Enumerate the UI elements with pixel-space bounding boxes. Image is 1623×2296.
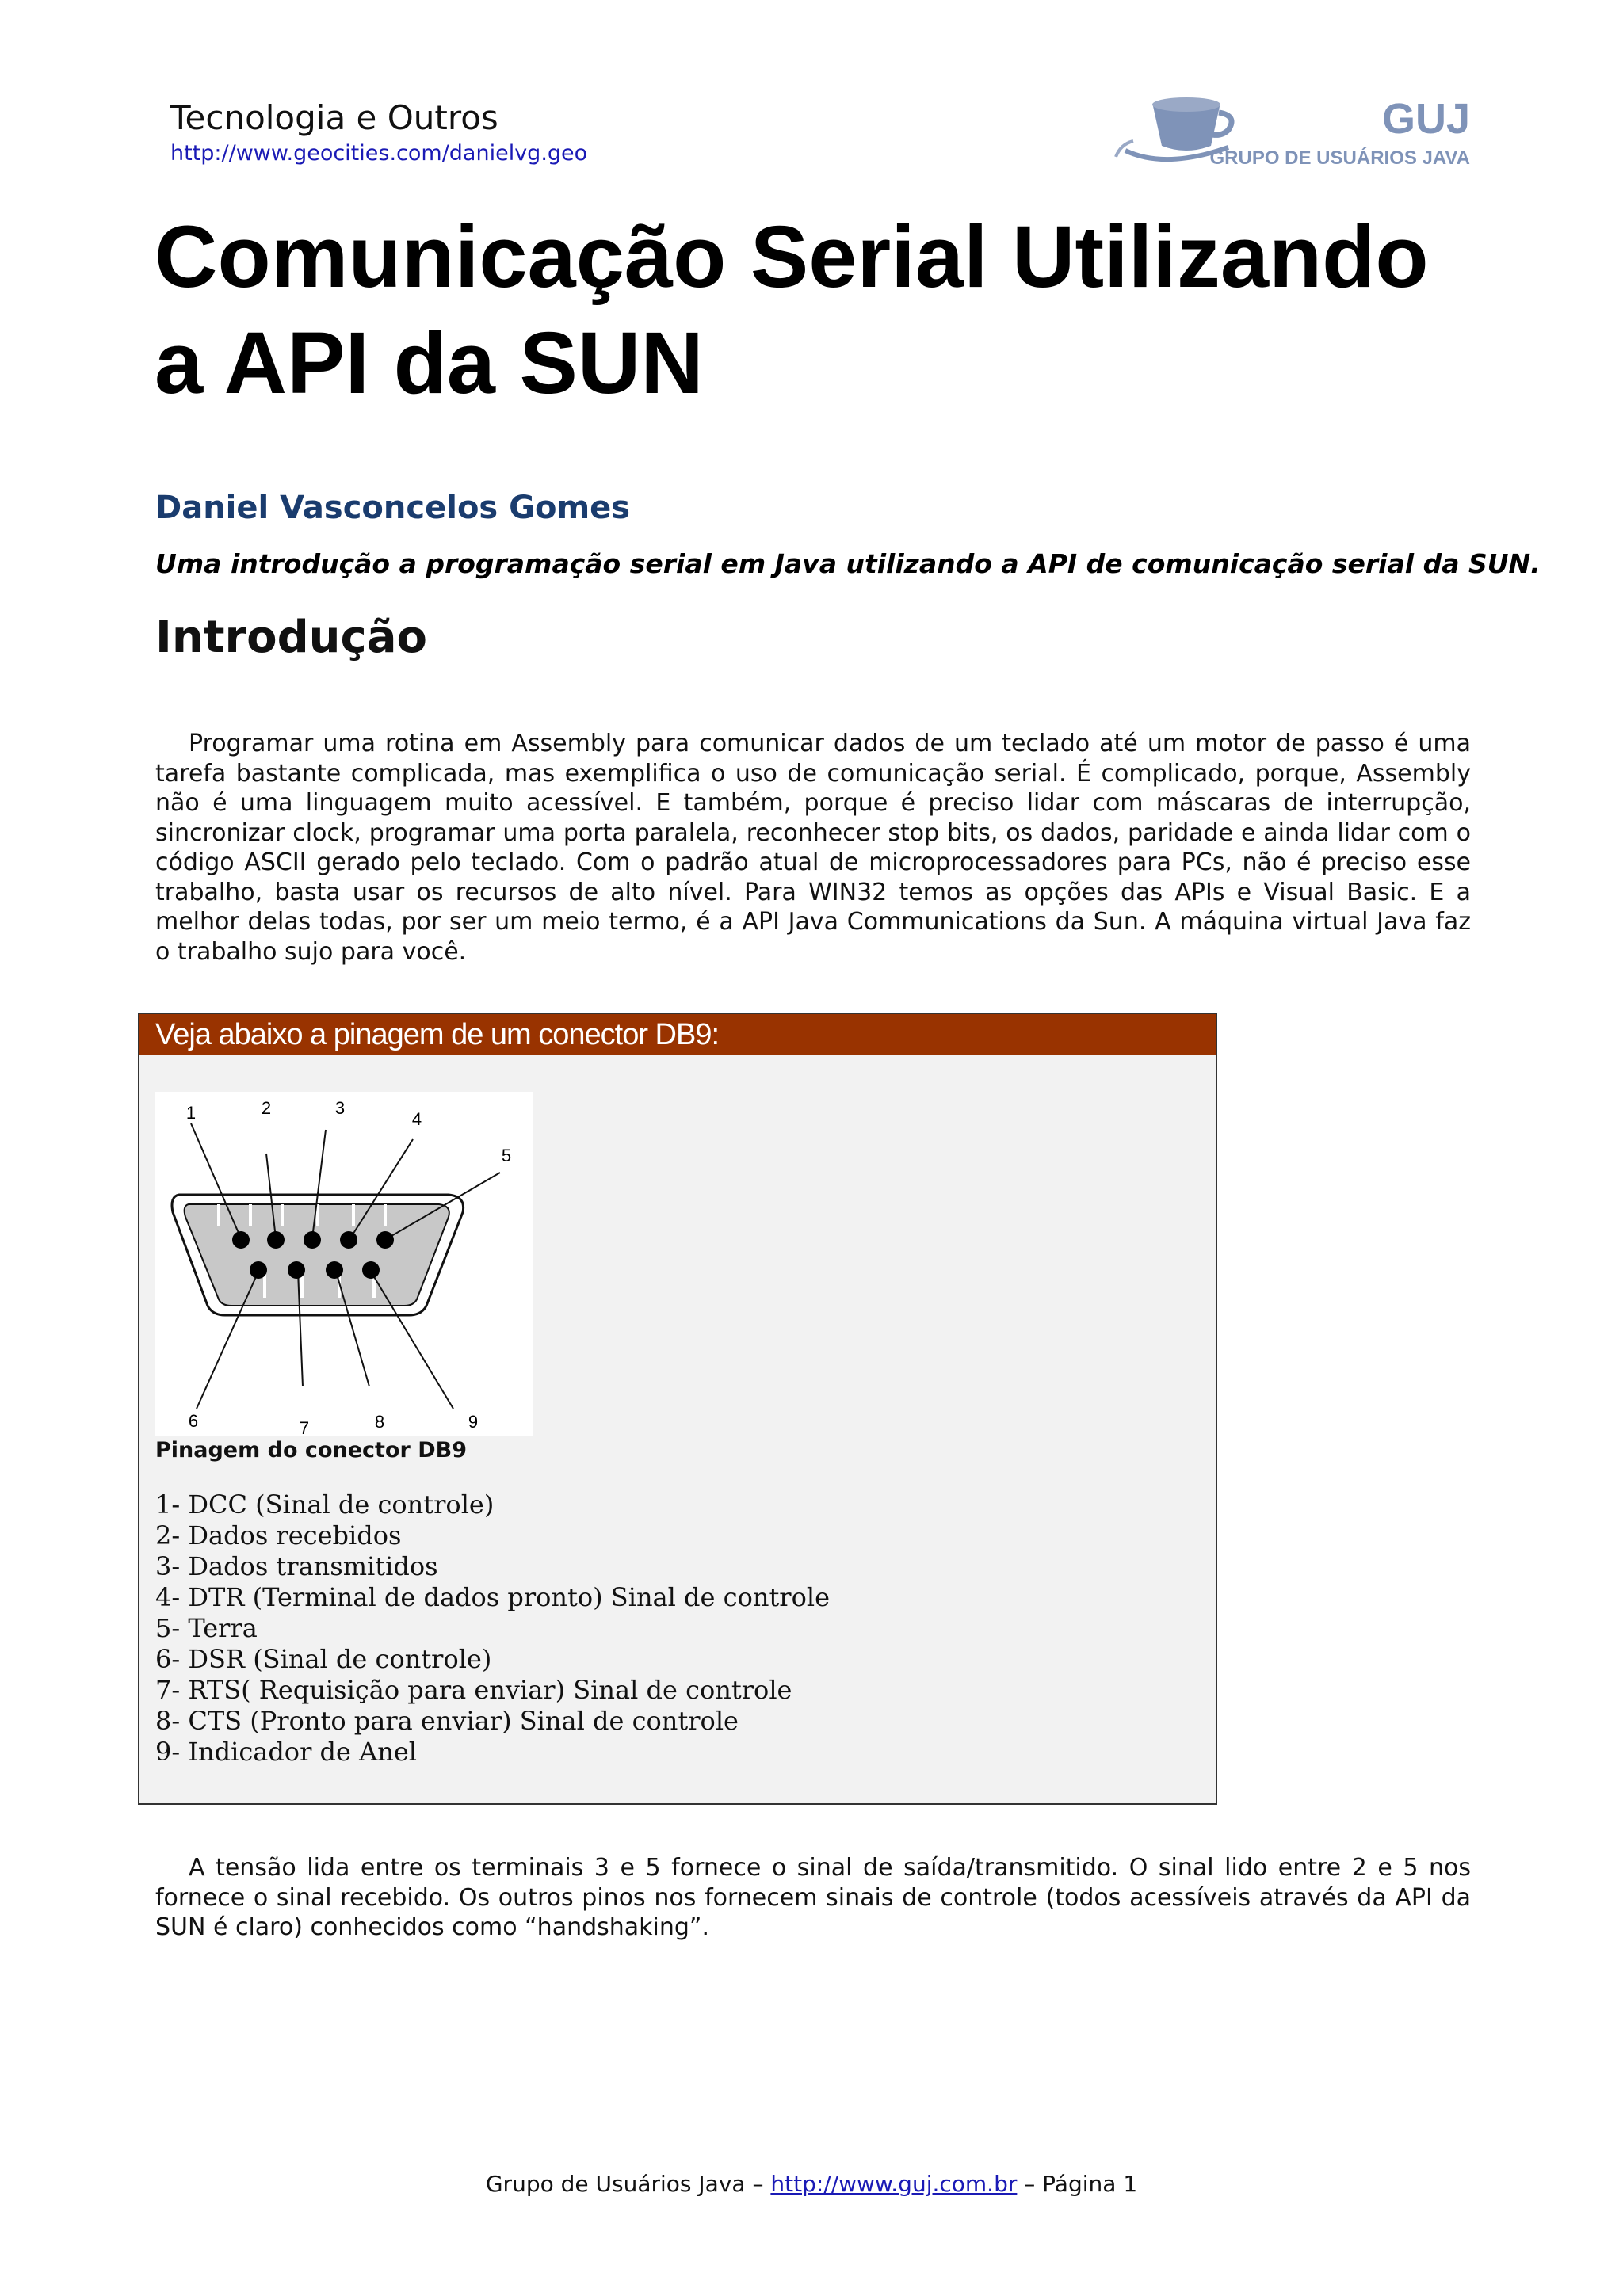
pin-list	[155, 1489, 830, 1768]
pin-label-7: 7	[299, 1418, 310, 1436]
pin-label-8: 8	[374, 1412, 385, 1432]
pin-label-4: 4	[411, 1109, 422, 1129]
pin-3	[304, 1231, 321, 1249]
logo-name: GUJ	[1381, 95, 1470, 143]
pin-4	[340, 1231, 357, 1249]
pin-8	[326, 1261, 343, 1279]
site-title: Tecnologia e Outros	[170, 98, 498, 137]
intro-paragraph: Programar uma rotina em Assembly para comunicar dados de um teclado até um motor de passo é uma tarefa bastante complicada, mas exemplifica o uso de comunicação serial. É complicado, porque, Assembly não é uma linguagem muito acessível. E também, porque é preciso lidar com máscaras de interrupção, sincronizar clock, programar uma porta paralela, reconhecer stop bits, os dados, paridade e ainda lidar com o código ASCII gerado pelo teclado. Com o padrão atual de microprocessadores para PCs, não é preciso esse trabalho, basta usar os recursos de alto nível. Para WIN32 temos as opções das APIs e Visual Basic. E a melhor delas todas, por ser um meio termo, é a API Java Communications da Sun. A máquina virtual Java faz o trabalho sujo para você.	[155, 730, 1471, 966]
pin-7	[288, 1261, 305, 1279]
pin-6	[250, 1261, 267, 1279]
pin-2	[267, 1231, 285, 1249]
author-name: Daniel Vasconcelos Gomes	[155, 490, 631, 526]
pin-list-item: 1- DCC (Sinal de controle)	[155, 1489, 495, 1520]
pin-list-item: 3- Dados transmitidos	[155, 1551, 438, 1581]
pin-label-9: 9	[468, 1412, 479, 1432]
voltage-paragraph: A tensão lida entre os terminais 3 e 5 fornece o sinal de saída/transmitido. O sinal lido entre 2 e 5 nos fornece o sinal recebido. Os outros pinos nos fornecem sinais de controle (todos acessíveis através da API da SUN é claro) conhecidos como “handshaking”.	[155, 1854, 1471, 1941]
pin-list-item: 6- DSR (Sinal de controle)	[155, 1644, 492, 1674]
page-footer	[0, 2171, 1623, 2197]
pin-list-item: 2- Dados recebidos	[155, 1520, 402, 1550]
guj-logo	[1109, 89, 1474, 172]
pin-list-item: 7- RTS( Requisição para enviar) Sinal de controle	[155, 1675, 792, 1705]
pin-list-item: 5- Terra	[155, 1613, 258, 1643]
pin-5	[376, 1231, 394, 1249]
pin-1	[232, 1231, 250, 1249]
subtitle: Uma introdução a programação serial em Java utilizando a API de comunicação serial da SUN.	[155, 548, 1541, 579]
title-line-2: a API da SUN	[155, 315, 704, 412]
pinout-box	[138, 1013, 1217, 1805]
pinout-box-header: Veja abaixo a pinagem de um conector DB9:	[139, 1014, 1216, 1055]
db9-connector-figure	[155, 1092, 533, 1436]
pin-label-6: 6	[188, 1411, 199, 1431]
footer-suffix: – Página 1	[1017, 2171, 1138, 2197]
logo-tagline: GRUPO DE USUÁRIOS JAVA	[1209, 147, 1470, 169]
pin-label-3: 3	[334, 1098, 346, 1118]
pin-label-2: 2	[261, 1098, 272, 1118]
footer-link[interactable]: http://www.guj.com.br	[770, 2171, 1018, 2197]
document-title	[155, 204, 1502, 417]
figure-caption: Pinagem do conector DB9	[155, 1438, 467, 1463]
pin-label-5: 5	[501, 1146, 512, 1165]
pin-list-item: 9- Indicador de Anel	[155, 1737, 418, 1767]
pin-list-item: 8- CTS (Pronto para enviar) Sinal de controle	[155, 1706, 739, 1736]
pin-list-item: 4- DTR (Terminal de dados pronto) Sinal de controle	[155, 1582, 831, 1612]
title-line-1: Comunicação Serial Utilizando	[155, 208, 1429, 306]
footer-prefix: Grupo de Usuários Java –	[485, 2171, 771, 2197]
pin-9	[362, 1261, 380, 1279]
site-url-link[interactable]: http://www.geocities.com/danielvg.geo	[170, 141, 588, 166]
section-heading: Introdução	[155, 612, 427, 663]
pin-label-1: 1	[185, 1103, 197, 1123]
